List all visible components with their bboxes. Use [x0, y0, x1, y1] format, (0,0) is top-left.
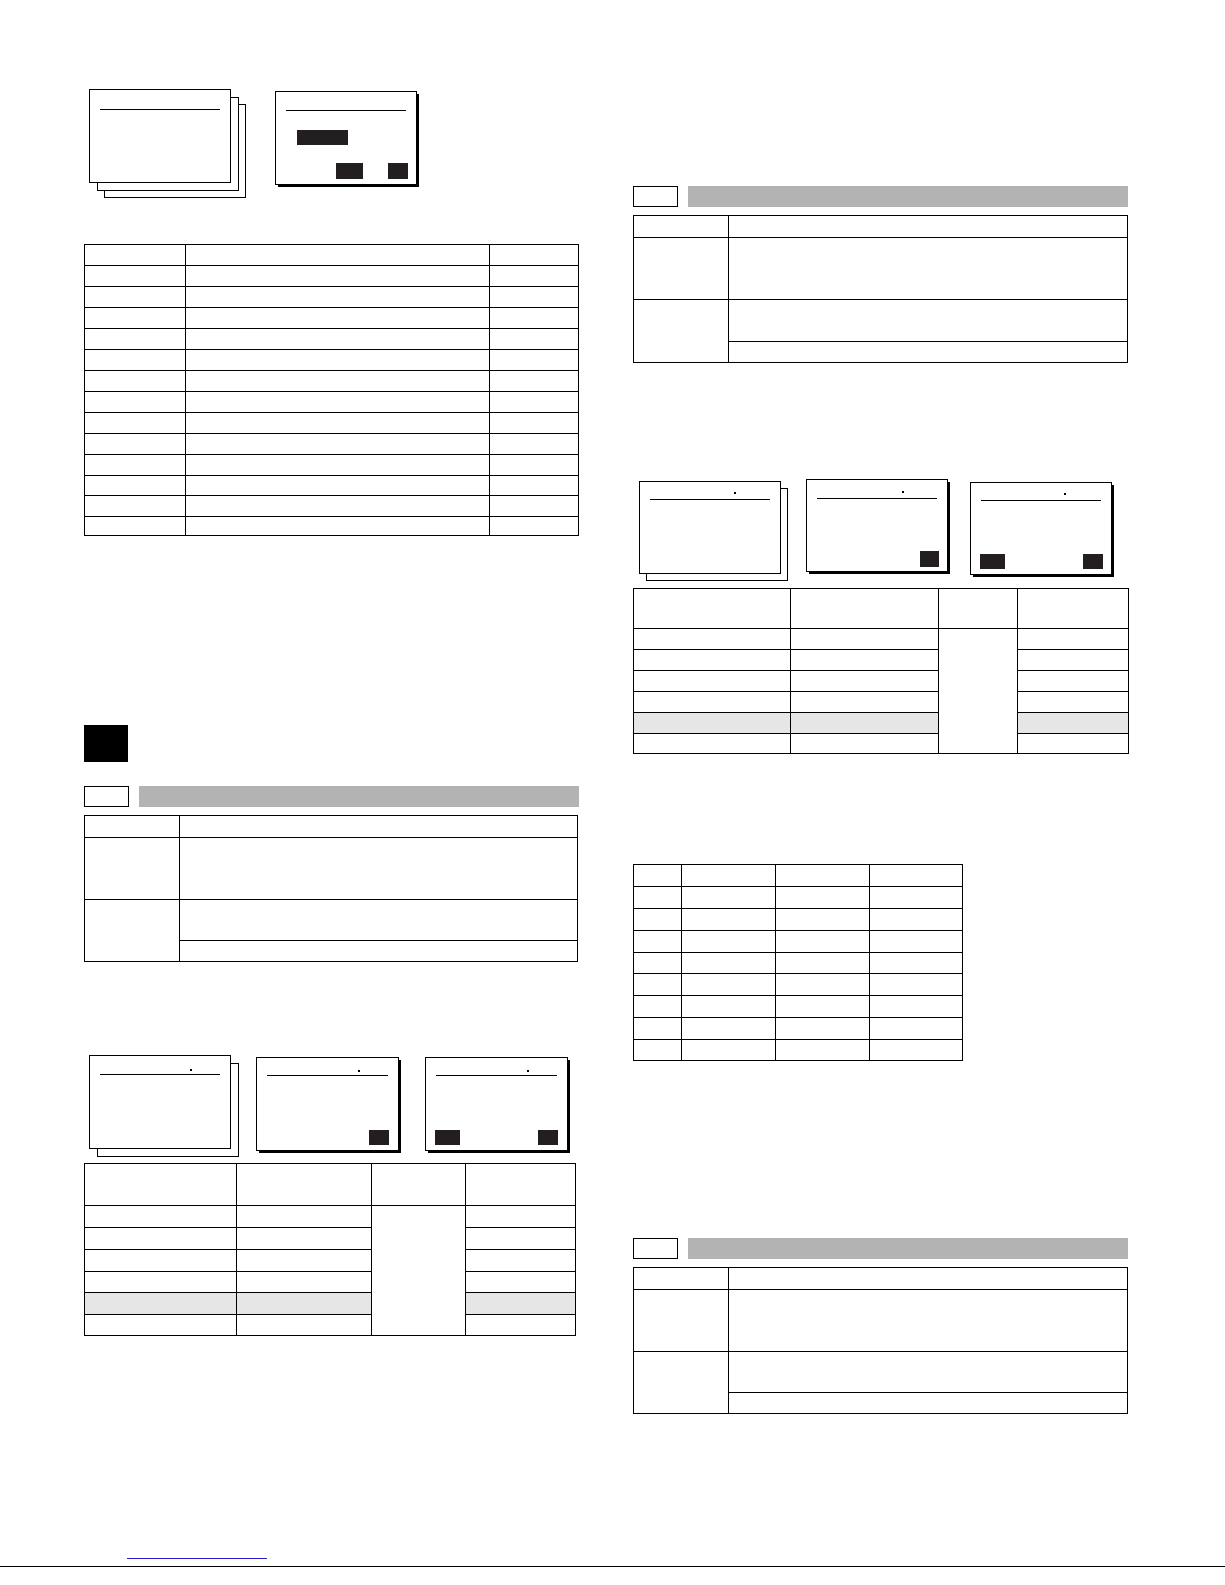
table-row-divider: [633, 1017, 963, 1018]
table-column-divider: [489, 244, 490, 536]
dialog-screen-top: [275, 91, 417, 185]
table-row-divider: [633, 930, 963, 931]
screen-shadow: [259, 1151, 401, 1153]
table-column-divider: [371, 1163, 372, 1336]
table-row-divider: [633, 1351, 1128, 1352]
dialog-button-left[interactable]: [336, 163, 363, 179]
screen-stack-front: [89, 89, 231, 183]
table-row-divider: [84, 516, 579, 517]
table-row-divider: [633, 973, 963, 974]
table-row-divider: [84, 899, 578, 900]
dialog-shadow-bottom: [278, 185, 419, 187]
section-title-bar-right-top: [688, 186, 1128, 207]
table-row-divider: [84, 837, 578, 838]
screen-button-left[interactable]: [980, 554, 1005, 569]
dialog-button-right[interactable]: [388, 163, 408, 179]
table-column-divider: [681, 864, 682, 1061]
table-column-divider: [185, 244, 186, 536]
table-column-divider: [869, 864, 870, 1061]
footer-rule: [0, 1566, 1225, 1567]
screen-stack-front: [89, 1055, 231, 1149]
table-row-divider: [633, 299, 1128, 300]
table-row-divider: [84, 265, 579, 266]
table-column-divider: [938, 588, 939, 754]
table-row-divider: [84, 1314, 371, 1315]
table-row-divider: [633, 691, 938, 692]
table-row-divider: [84, 433, 579, 434]
screen-shadow: [1112, 485, 1114, 577]
table-row-divider: [633, 733, 938, 734]
table-row-divider: [728, 341, 1128, 342]
table-row-divider: [633, 995, 963, 996]
table-row-divider: [84, 328, 579, 329]
table-column-divider: [790, 588, 791, 754]
screen-shadow: [973, 575, 1114, 577]
section-label-box-right-bottom: [633, 1238, 678, 1259]
highlighted-field: [297, 130, 348, 145]
table-row-divider: [633, 1039, 963, 1040]
section-title-bar-right-bottom: [688, 1238, 1128, 1259]
table-row-divider: [84, 454, 579, 455]
table-row-divider: [465, 1271, 576, 1272]
table-row-divider: [633, 628, 1129, 629]
table-row-divider: [1017, 712, 1129, 713]
screen-button-left[interactable]: [435, 1130, 460, 1145]
screen-shadow: [809, 572, 950, 574]
table-row-divider: [633, 908, 963, 909]
screen-button-right[interactable]: [1083, 554, 1103, 569]
table-row-divider: [633, 712, 938, 713]
table-row-divider: [728, 1392, 1128, 1393]
table-row-divider: [179, 940, 578, 941]
screen-stack-front: [639, 481, 781, 574]
section-label-box-right-top: [633, 186, 678, 207]
table-row-divider: [84, 286, 579, 287]
table-column-divider: [775, 864, 776, 1061]
screen-with-two-buttons-left: [425, 1057, 568, 1151]
table-row-divider: [465, 1249, 576, 1250]
section-label-box-left: [84, 786, 129, 807]
table-row-divider: [633, 670, 938, 671]
table-row-divider: [633, 237, 1128, 238]
settings-table-top-left: [84, 244, 579, 536]
table-row-divider: [465, 1292, 576, 1293]
table-row-divider: [1017, 649, 1129, 650]
table-row-divider: [1017, 733, 1129, 734]
screen-shadow: [568, 1060, 570, 1153]
settings-table-right: [633, 588, 1129, 754]
screen-shadow: [399, 1060, 401, 1153]
table-row-divider: [84, 1292, 371, 1293]
screen-button[interactable]: [369, 1130, 389, 1145]
screen-with-two-buttons-right: [970, 482, 1112, 575]
table-row-divider: [633, 1289, 1128, 1290]
table-row-divider: [84, 391, 579, 392]
table-row-divider: [465, 1227, 576, 1228]
table-column-divider: [1017, 588, 1018, 754]
table-row-divider: [84, 412, 579, 413]
table-row-divider: [84, 1205, 576, 1206]
table-row-divider: [84, 1249, 371, 1250]
section-title-bar-left: [139, 786, 579, 807]
table-row-divider: [84, 495, 579, 496]
table-row-divider: [84, 475, 579, 476]
screen-with-button-left: [256, 1057, 399, 1151]
footer-link-underline[interactable]: [127, 1558, 267, 1559]
screen-button[interactable]: [920, 551, 939, 567]
screen-shadow: [428, 1151, 570, 1153]
table-row-divider: [633, 886, 963, 887]
table-row-divider: [1017, 670, 1129, 671]
table-row-divider: [84, 307, 579, 308]
table-row-divider: [633, 952, 963, 953]
table-row-divider: [633, 649, 938, 650]
screen-shadow: [948, 482, 950, 574]
screen-with-button-right: [806, 479, 948, 572]
grid-table-right: [633, 864, 963, 1061]
screen-button-right[interactable]: [538, 1130, 558, 1145]
table-row-divider: [84, 1227, 371, 1228]
table-row-divider: [84, 370, 579, 371]
table-row-divider: [1017, 691, 1129, 692]
table-row-divider: [84, 349, 579, 350]
table-row-divider: [465, 1314, 576, 1315]
dialog-shadow-right: [417, 94, 419, 187]
section-marker-block: [84, 725, 128, 762]
table-row-divider: [84, 1271, 371, 1272]
